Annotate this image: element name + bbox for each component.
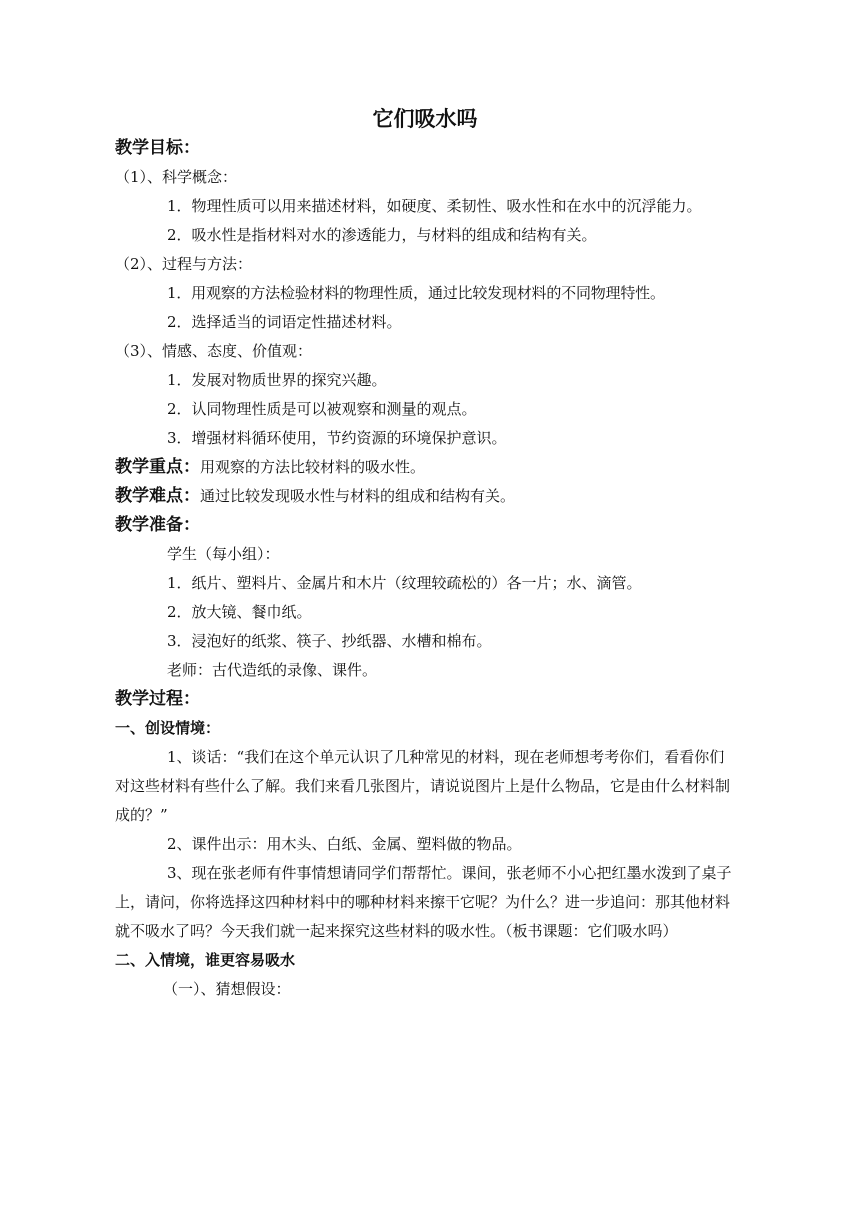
section-title: 二、入情境，谁更容易吸水 — [115, 951, 296, 969]
key-point-text: 用观察的方法比较材料的吸水性。 — [200, 458, 426, 476]
paragraph: 3、现在张老师有件事情想请同学们帮帮忙。课间，张老师不小心把红墨水泼到了桌子上，请问，你将选择这四种材料中的哪种材料来擦干它呢？为什么？进一步追问：那其他材料就不吸水了吗？今天我们就一起来探究这些材料的吸水性。（板书课题：它们吸水吗） — [115, 864, 732, 940]
process-heading: 教学过程： — [115, 689, 200, 709]
paragraph: 1、谈话：“我们在这个单元认识了几种常见的材料，现在老师想考考你们，看看你们对这些材料有些什么了解。我们来看几张图片，请说说图片上是什么物品，它是由什么材料制成的？” — [115, 748, 731, 824]
objectives-heading: 教学目标： — [115, 138, 200, 158]
sub-section-title: （一）、猜想假设： — [163, 980, 291, 998]
list-item: 1．纸片、塑料片、金属片和木片（纹理较疏松的）各一片；水、滴管。 — [167, 574, 642, 592]
section-title: 一、创设情境： — [115, 719, 221, 737]
list-item: 2．吸水性是指材料对水的渗透能力，与材料的组成和结构有关。 — [167, 226, 597, 244]
group-label: （3）、情感、态度、价值观： — [115, 342, 313, 360]
difficulty — [115, 482, 735, 511]
page-title: 它们吸水吗 — [372, 107, 478, 131]
difficulty-label: 教学难点： — [115, 486, 200, 506]
list-item: 1．用观察的方法检验材料的物理性质，通过比较发现材料的不同物理特性。 — [167, 284, 665, 302]
paragraph: 2、课件出示：用木头、白纸、金属、塑料做的物品。 — [167, 835, 522, 853]
list-item: 2．选择适当的词语定性描述材料。 — [167, 313, 402, 331]
document-content — [115, 104, 735, 1004]
teacher-materials: 老师：古代造纸的录像、课件。 — [167, 661, 378, 679]
list-item: 1．物理性质可以用来描述材料，如硬度、柔韧性、吸水性和在水中的沉浮能力。 — [167, 197, 702, 215]
student-label: 学生（每小组）： — [167, 545, 280, 563]
preparation-heading: 教学准备： — [115, 515, 200, 535]
list-item: 3．浸泡好的纸浆、筷子、抄纸器、水槽和棉布。 — [167, 632, 492, 650]
list-item: 2．放大镜、餐巾纸。 — [167, 603, 312, 621]
list-item: 3．增强材料循环使用，节约资源的环境保护意识。 — [167, 429, 507, 447]
list-item: 2．认同物理性质是可以被观察和测量的观点。 — [167, 400, 477, 418]
key-point — [115, 453, 735, 482]
difficulty-text: 通过比较发现吸水性与材料的组成和结构有关。 — [200, 487, 516, 505]
key-point-label: 教学重点： — [115, 457, 200, 477]
group-label: （1）、科学概念： — [115, 168, 238, 186]
group-label: （2）、过程与方法： — [115, 255, 253, 273]
list-item: 1．发展对物质世界的探究兴趣。 — [167, 371, 387, 389]
